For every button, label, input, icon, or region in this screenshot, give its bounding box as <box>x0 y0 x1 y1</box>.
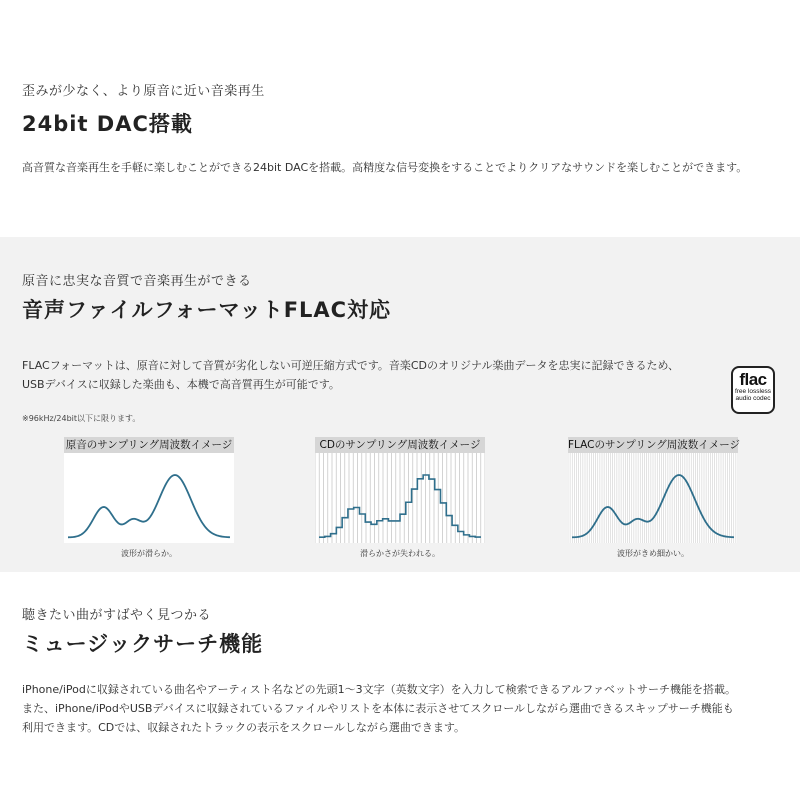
dac-eyebrow: 歪みが少なく、より原音に近い音楽再生 <box>22 84 265 99</box>
figure-caption: 波形が滑らか。 <box>121 549 177 558</box>
flac-logo-word: flac <box>739 370 767 389</box>
figure-waveform <box>64 453 234 543</box>
search-body-line: 利用できます。CDでは、収録されたトラックの表示をスクロールしながら選曲できます。 <box>22 721 465 734</box>
search-body-line: また、iPhone/iPodやUSBデバイスに収録されているファイルやリストを本体に表示させてスクロールしながら選曲できるスキップサーチ機能も <box>22 702 734 715</box>
cd-sampling-figure <box>315 437 485 559</box>
flac-eyebrow: 原音に忠実な音質で音楽再生ができる <box>22 274 252 289</box>
dac-body-line: 高音質な音楽再生を手軽に楽しむことができる24bit DACを搭載。高精度な信号変換をすることでよりクリアなサウンドを楽しむことができます。 <box>22 161 748 174</box>
search-body <box>22 680 792 737</box>
flac-body-line: FLACフォーマットは、原音に対して音質が劣化しない可逆圧縮方式です。音楽CDのオリジナル楽曲データを忠実に記録できるため、 <box>22 359 680 372</box>
dac-body <box>22 158 782 177</box>
figure-caption: 波形がきめ細かい。 <box>617 549 689 558</box>
flac-logo <box>731 366 775 414</box>
waveform-line <box>68 475 230 537</box>
figure-title: 原音のサンプリング周波数イメージ <box>65 439 233 451</box>
flac-logo-sub: free lossless <box>734 388 772 395</box>
dac-headline: 24bit DAC搭載 <box>22 112 193 136</box>
flac-logo-sub: audio codec <box>735 395 771 402</box>
figure-title: FLACのサンプリング周波数イメージ <box>568 439 740 451</box>
search-body-line: iPhone/iPodに収録されている曲名やアーティスト名などの先頭1～3文字（英数文字）を入力して検索できるアルファベットサーチ機能を搭載。 <box>22 683 736 696</box>
flac-body-line: USBデバイスに収録した楽曲も、本機で高音質再生が可能です。 <box>22 378 340 391</box>
figure-title: CDのサンプリング周波数イメージ <box>315 437 485 453</box>
flac-body <box>22 356 722 394</box>
flac-sampling-figure <box>568 437 738 559</box>
flac-headline: 音声ファイルフォーマットFLAC対応 <box>22 298 392 322</box>
flac-note: ※96kHz/24bit以下に限ります。 <box>22 414 141 423</box>
original-sampling-figure <box>64 437 234 559</box>
figure-caption: 滑らかさが失われる。 <box>360 549 440 558</box>
search-eyebrow: 聴きたい曲がすばやく見つかる <box>22 608 212 623</box>
figure-waveform <box>568 453 738 543</box>
figure-waveform <box>315 453 485 543</box>
dac-section <box>0 0 800 237</box>
search-headline: ミュージックサーチ機能 <box>22 632 264 656</box>
music-search-section <box>0 572 800 800</box>
